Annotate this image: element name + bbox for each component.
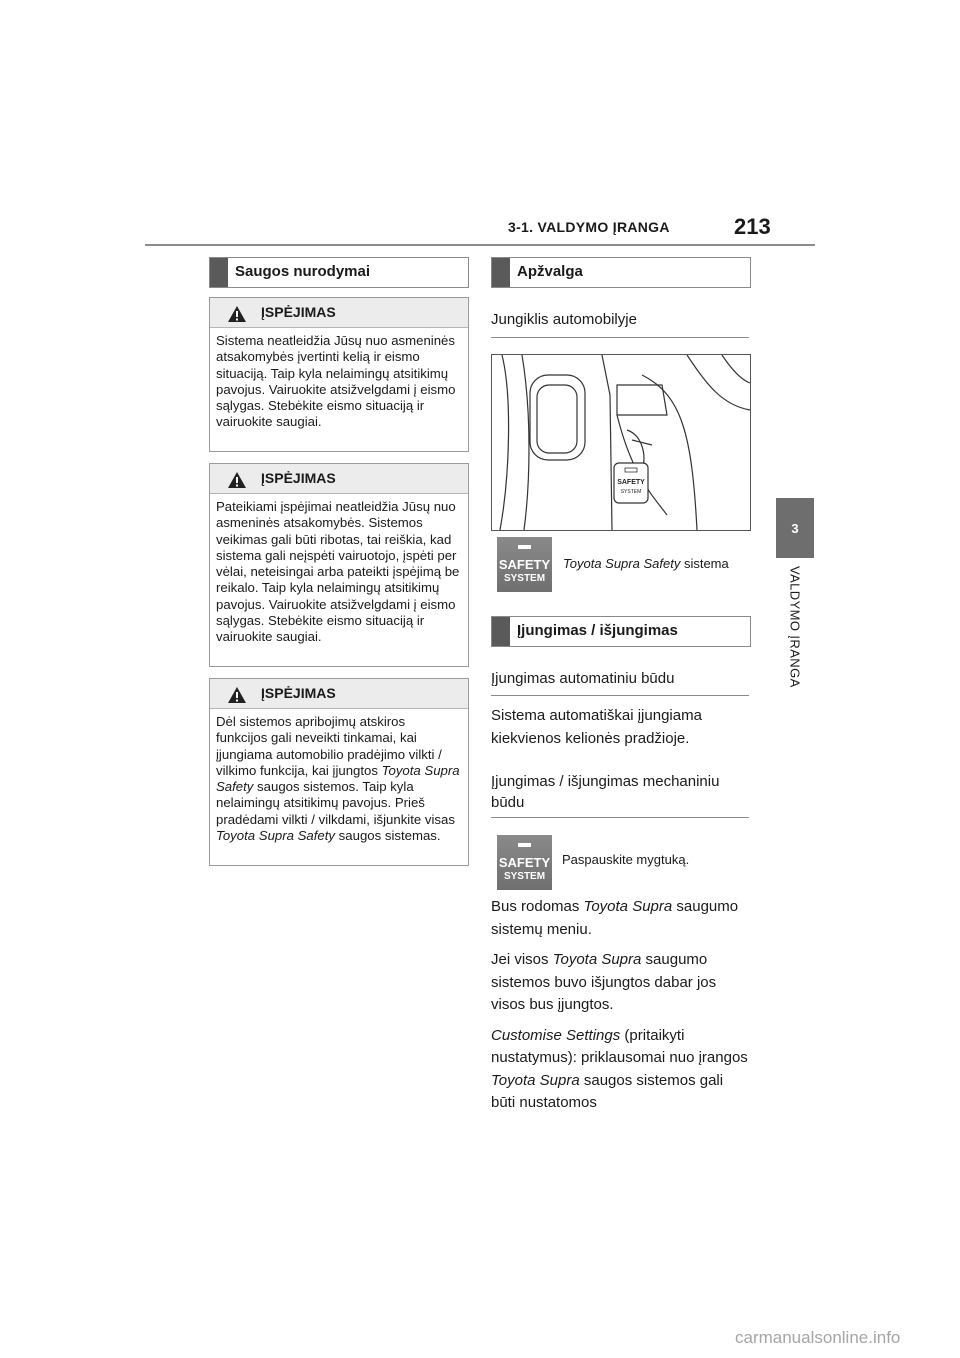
warning-text: Sistema neatleidžia Jūsų nuo asmeninės atsakomybės įvertinti kelią ir eismo situaciją. Taip kyla nelaimingų atsitikimų pavojus. Vairuokite atsižvelgdami į eismo sąlygas. Stebėkite eismo situaciją ir vairuokite saugiai.	[216, 333, 456, 430]
warning-title: ĮSPĖJIMAS	[261, 304, 336, 320]
subtitle-manual: Įjungimas / išjungimas mechaniniu būdu	[491, 771, 749, 818]
chapter-tab: 3	[776, 498, 814, 558]
warning-header	[210, 298, 468, 328]
warning-box-3	[209, 678, 469, 866]
svg-text:SAFETY: SAFETY	[498, 855, 551, 870]
warning-triangle-icon	[227, 471, 247, 489]
warning-triangle-icon	[227, 305, 247, 323]
warning-box-1	[209, 297, 469, 452]
svg-text:SYSTEM: SYSTEM	[503, 871, 546, 882]
svg-text:SAFETY: SAFETY	[617, 479, 645, 486]
section-overview	[491, 257, 751, 288]
auto-description: Sistema automatiškai įjungiama kiekvienos kelionės pradžioje.	[491, 707, 702, 747]
header-divider	[145, 244, 815, 246]
icon-caption: Toyota Supra Safety sistema	[563, 556, 729, 571]
chapter-label	[778, 566, 812, 716]
page-number: 213	[734, 214, 771, 239]
section-header: 3-1. VALDYMO ĮRANGA	[508, 219, 670, 235]
safety-system-button-icon	[497, 537, 552, 592]
svg-text:SYSTEM: SYSTEM	[503, 573, 546, 584]
section-bar	[210, 258, 228, 287]
console-photo	[491, 354, 751, 531]
safety-system-button-icon	[497, 835, 552, 890]
press-note: Paspauskite mygtuką.	[562, 852, 690, 867]
section-bar	[492, 258, 510, 287]
warning-text: Pateikiami įspėjimai neatleidžia Jūsų nuo asmeninės atsakomybės. Sistemos veikimas gali būti ribotas, tai reiškia, kad sistema gali neįspėti vairuotojo, įspėti per vėlai, neteisingai arba pateikti įspėjimą be reikalo. Taip kyla nelaimingų atsitikimų pavojus. Vairuokite atsižvelgdami į eismo sąlygas. Stebėkite eismo situaciją ir vairuokite saugiai.	[216, 499, 460, 645]
section-safety-instructions	[209, 257, 469, 288]
warning-header	[210, 679, 468, 709]
paragraph-3: Customise Settings (pritaikyti nustatymus): priklausomai nuo įrangos Toyota Supra saugos sistemos gali būti nustatomos	[491, 1026, 748, 1111]
svg-text:SYSTEM: SYSTEM	[620, 489, 642, 495]
section-title: Saugos nurodymai	[235, 263, 371, 280]
section-title: Įjungimas / išjungimas	[517, 622, 678, 639]
warning-title: ĮSPĖJIMAS	[261, 470, 336, 486]
paragraph-1: Bus rodomas Toyota Supra saugumo sistemų meniu.	[491, 898, 739, 938]
warning-box-2	[209, 463, 469, 667]
watermark: carmanualsonline.info	[735, 1328, 901, 1347]
subtitle-switch: Jungiklis automobilyje	[491, 309, 749, 338]
section-title: Apžvalga	[517, 263, 583, 280]
section-on-off	[491, 616, 751, 647]
svg-text:SAFETY: SAFETY	[498, 557, 551, 572]
warning-triangle-icon	[227, 686, 247, 704]
warning-title: ĮSPĖJIMAS	[261, 685, 336, 701]
section-bar	[492, 617, 510, 646]
chapter-label-text: VALDYMO ĮRANGA	[787, 566, 803, 688]
warning-text: Dėl sistemos apribojimų atskiros funkcijos gali neveikti tinkamai, kai įjungiama automobilio pradėjimo vilkti / vilkimo funkcija, kai įjungtos Toyota Supra Safety saugos sistemos. Taip kyla nelaimingų atsitikimų pavojus. Prieš pradėdami vilkti / vilkdami, išjunkite visas Toyota Supra Safety saugos sistemas.	[216, 714, 460, 844]
manual-description	[491, 896, 751, 1123]
subtitle-auto: Įjungimas automatiniu būdu	[491, 668, 749, 696]
warning-header	[210, 464, 468, 494]
paragraph-2: Jei visos Toyota Supra saugumo sistemos buvo išjungtos dabar jos visos bus įjungtos.	[491, 951, 717, 1013]
